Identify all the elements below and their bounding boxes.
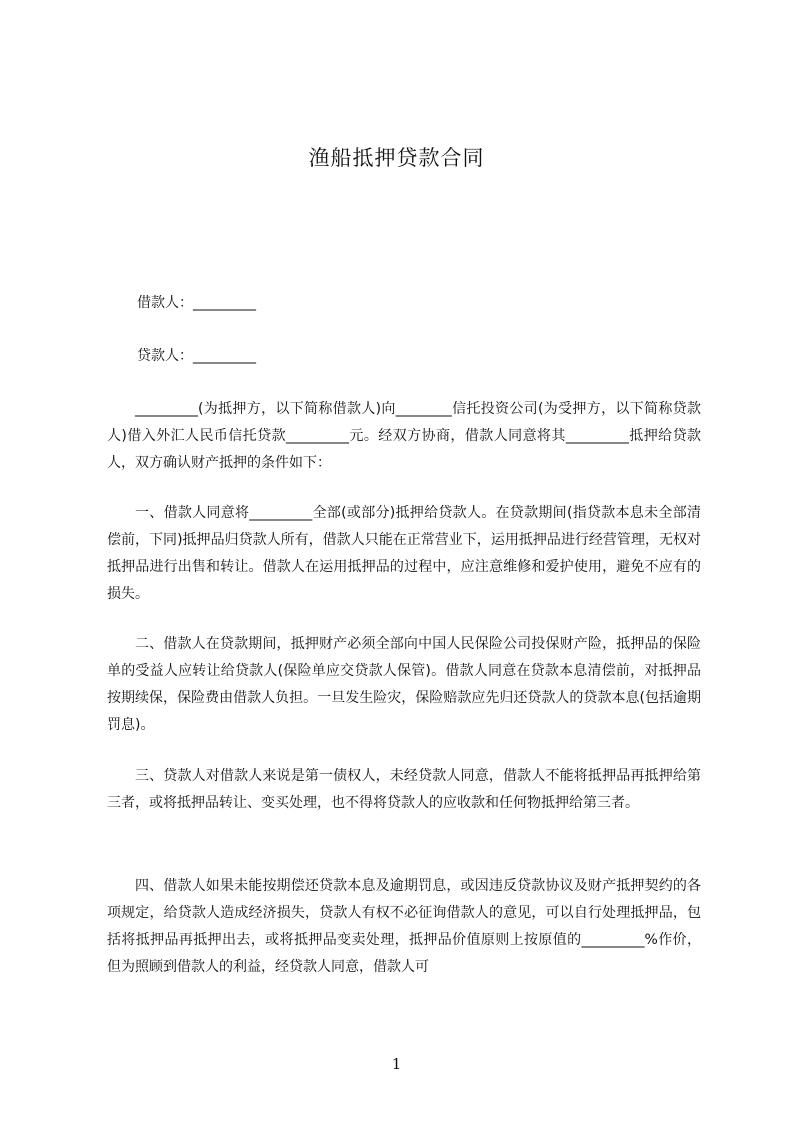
clause-3-paragraph: 三、贷款人对借款人来说是第一债权人，未经贷款人同意，借款人不能将抵押品再抵押给第三者，或将抵押品转让、变买处理，也不得将贷款人的应收款和任何物抵押给第三者。 (107, 768, 701, 811)
page-number: 1 (391, 1055, 402, 1073)
borrower-field: 借款人：_________ (137, 295, 256, 311)
page-title: 渔船抵押贷款合同 (308, 146, 485, 170)
intro-paragraph: _________(为抵押方，以下简称借款人)向________信托投资公司(为受押方，以下简称贷款人)借入外汇人民币信托贷款_________元。经双方协商，借款人同意将其_________抵押给贷款人，双方确认财产抵押的条件如下： (107, 401, 701, 471)
clause-1-paragraph: 一、借款人同意将_________全部(或部分)抵押给贷款人。在贷款期间(指贷款本息未全部清偿前，下同)抵押品归贷款人所有，借款人只能在正常营业下，运用抵押品进行经营管理，无权对抵押品进行出售和转让。借款人在运用抵押品的过程中，应注意维修和爱护使用，避免不应有的损失。 (107, 505, 701, 602)
lender-field: 贷款人：_________ (137, 348, 256, 364)
clause-4-paragraph: 四、借款人如果未能按期偿还贷款本息及逾期罚息，或因违反贷款协议及财产抵押契约的各项规定，给贷款人造成经济损失，贷款人有权不必征询借款人的意见，可以自行处理抵押品，包括将抵押品再抵押出去，或将抵押品变卖处理，抵押品价值原则上按原值的_________%作价，但为照顾到借款人的利益，经贷款人同意，借款人可 (107, 878, 701, 975)
clause-2-paragraph: 二、借款人在贷款期间，抵押财产必须全部向中国人民保险公司投保财产险，抵押品的保险单的受益人应转让给贷款人(保险单应交贷款人保管)。借款人同意在贷款本息清偿前，对抵押品按期续保，保险费由借款人负担。一旦发生险灾，保险赔款应先归还贷款人的贷款本息(包括逾期罚息)。 (107, 636, 701, 733)
